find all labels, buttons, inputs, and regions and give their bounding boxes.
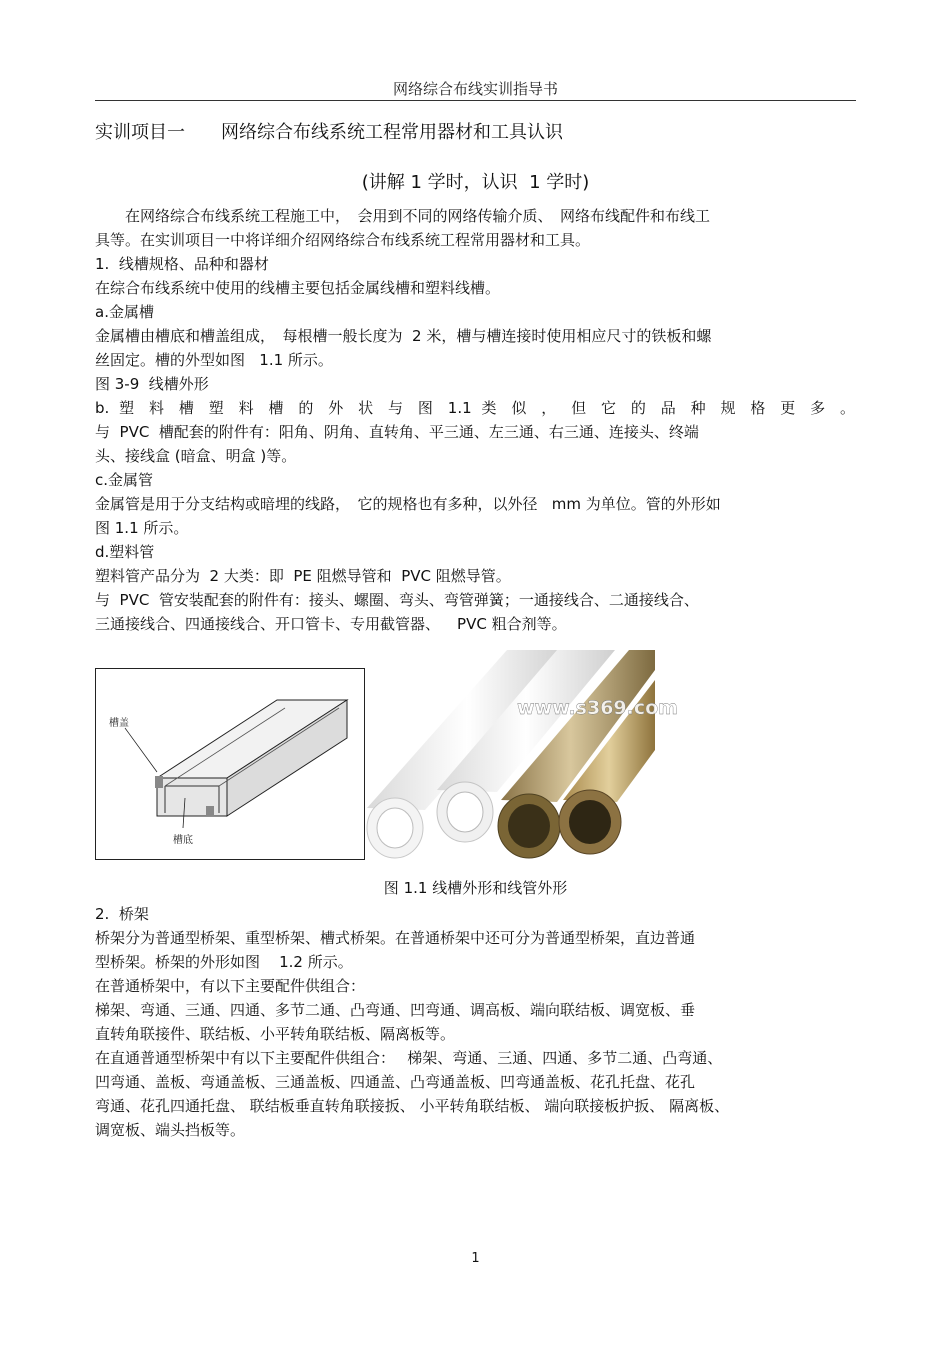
text-line: 2. 桥架 (95, 905, 149, 923)
text-line: 在直通普通型桥架中有以下主要配件供组合： 梯架、弯通、三通、四通、多节二通、凸弯通、 (95, 1049, 723, 1067)
text-line: 弯通、花孔四通托盘、 联结板垂直转角联接扳、 小平转角联结板、 端向联接板护扳、 隔离板、 (95, 1097, 730, 1115)
running-header: 网络综合布线实训指导书 (392, 80, 558, 98)
label-base: 槽底 (173, 835, 193, 846)
header-rule (95, 100, 856, 101)
project-title: 实训项目一 网络综合布线系统工程常用器材和工具认识 (95, 122, 563, 143)
text-line: 塑料管产品分为 2 大类：即 PE 阻燃导管和 PVC 阻燃导管。 (95, 567, 511, 585)
body-section-2 (95, 902, 855, 1142)
text-line: 桥架分为普通型桥架、重型桥架、槽式桥架。在普通桥架中还可分为普通型桥架，直边普通 (95, 929, 696, 947)
text-line: 在普通桥架中，有以下主要配件供组合： (95, 977, 366, 995)
text-line: a.金属槽 (95, 303, 154, 321)
text-line: d.塑料管 (95, 543, 155, 561)
text-line: 1. 线槽规格、品种和器材 (95, 255, 269, 273)
text-line: 具等。在实训项目一中将详细介绍网络综合布线系统工程常用器材和工具。 (95, 231, 591, 249)
text-line: 丝固定。槽的外型如图 1.1 所示。 (95, 351, 333, 369)
text-line: 凹弯通、盖板、弯通盖板、三通盖板、四通盖、凸弯通盖板、凹弯通盖板、花孔托盘、花孔 (95, 1073, 696, 1091)
label-cover: 槽盖 (109, 718, 129, 729)
text-line: 调宽板、端头挡板等。 (95, 1121, 246, 1139)
text-line: b. 塑 料 槽 塑 料 槽 的 外 状 与 图 1.1 类 似 ， 但 它 的 品 种 规 格 更 多 。 (95, 399, 855, 417)
project-subtitle: (讲解 1 学时，认识 1 学时) (361, 172, 590, 193)
body-section-1 (95, 204, 855, 636)
trunking-drawing (95, 668, 365, 860)
figure-caption: 图 1.1 线槽外形和线管外形 (383, 879, 568, 897)
text-line: 在网络综合布线系统工程施工中， 会用到不同的网络传输介质、 网络布线配件和布线工 (95, 207, 711, 225)
page-number: 1 (471, 1251, 480, 1266)
text-line: 与 PVC 管安装配套的附件有：接头、螺圈、弯头、弯管弹簧；一通接线合、二通接线合、 (95, 591, 699, 609)
text-line: 图 1.1 所示。 (95, 519, 189, 537)
text-line: 梯架、弯通、三通、四通、多节二通、凸弯通、凹弯通、调高板、端向联结板、调宽板、垂 (95, 1001, 696, 1019)
text-line: 金属槽由槽底和槽盖组成， 每根槽一般长度为 2 米，槽与槽连接时使用相应尺寸的铁板和螺 (95, 327, 712, 345)
figure-1-1 (95, 650, 678, 862)
conduit-photo (367, 650, 678, 862)
text-line: 金属管是用于分支结构或暗埋的线路， 它的规格也有多种，以外径 mm 为单位。管的外形如 (95, 495, 721, 513)
watermark-text: www.s369.com (517, 697, 678, 719)
text-line: 图 3-9 线槽外形 (95, 375, 209, 393)
text-line: c.金属管 (95, 471, 154, 489)
text-line: 在综合布线系统中使用的线槽主要包括金属线槽和塑料线槽。 (95, 279, 501, 297)
text-line: 三通接线合、四通接线合、开口管卡、专用截管器、 PVC 粗合剂等。 (95, 615, 567, 633)
text-line: 直转角联接件、联结板、小平转角联结板、隔离板等。 (95, 1025, 456, 1043)
text-line: 与 PVC 槽配套的附件有：阳角、阴角、直转角、平三通、左三通、右三通、连接头、终端 (95, 423, 699, 441)
text-line: 型桥架。桥架的外形如图 1.2 所示。 (95, 953, 353, 971)
text-line: 头、接线盒 (暗盒、明盒 )等。 (95, 447, 297, 465)
